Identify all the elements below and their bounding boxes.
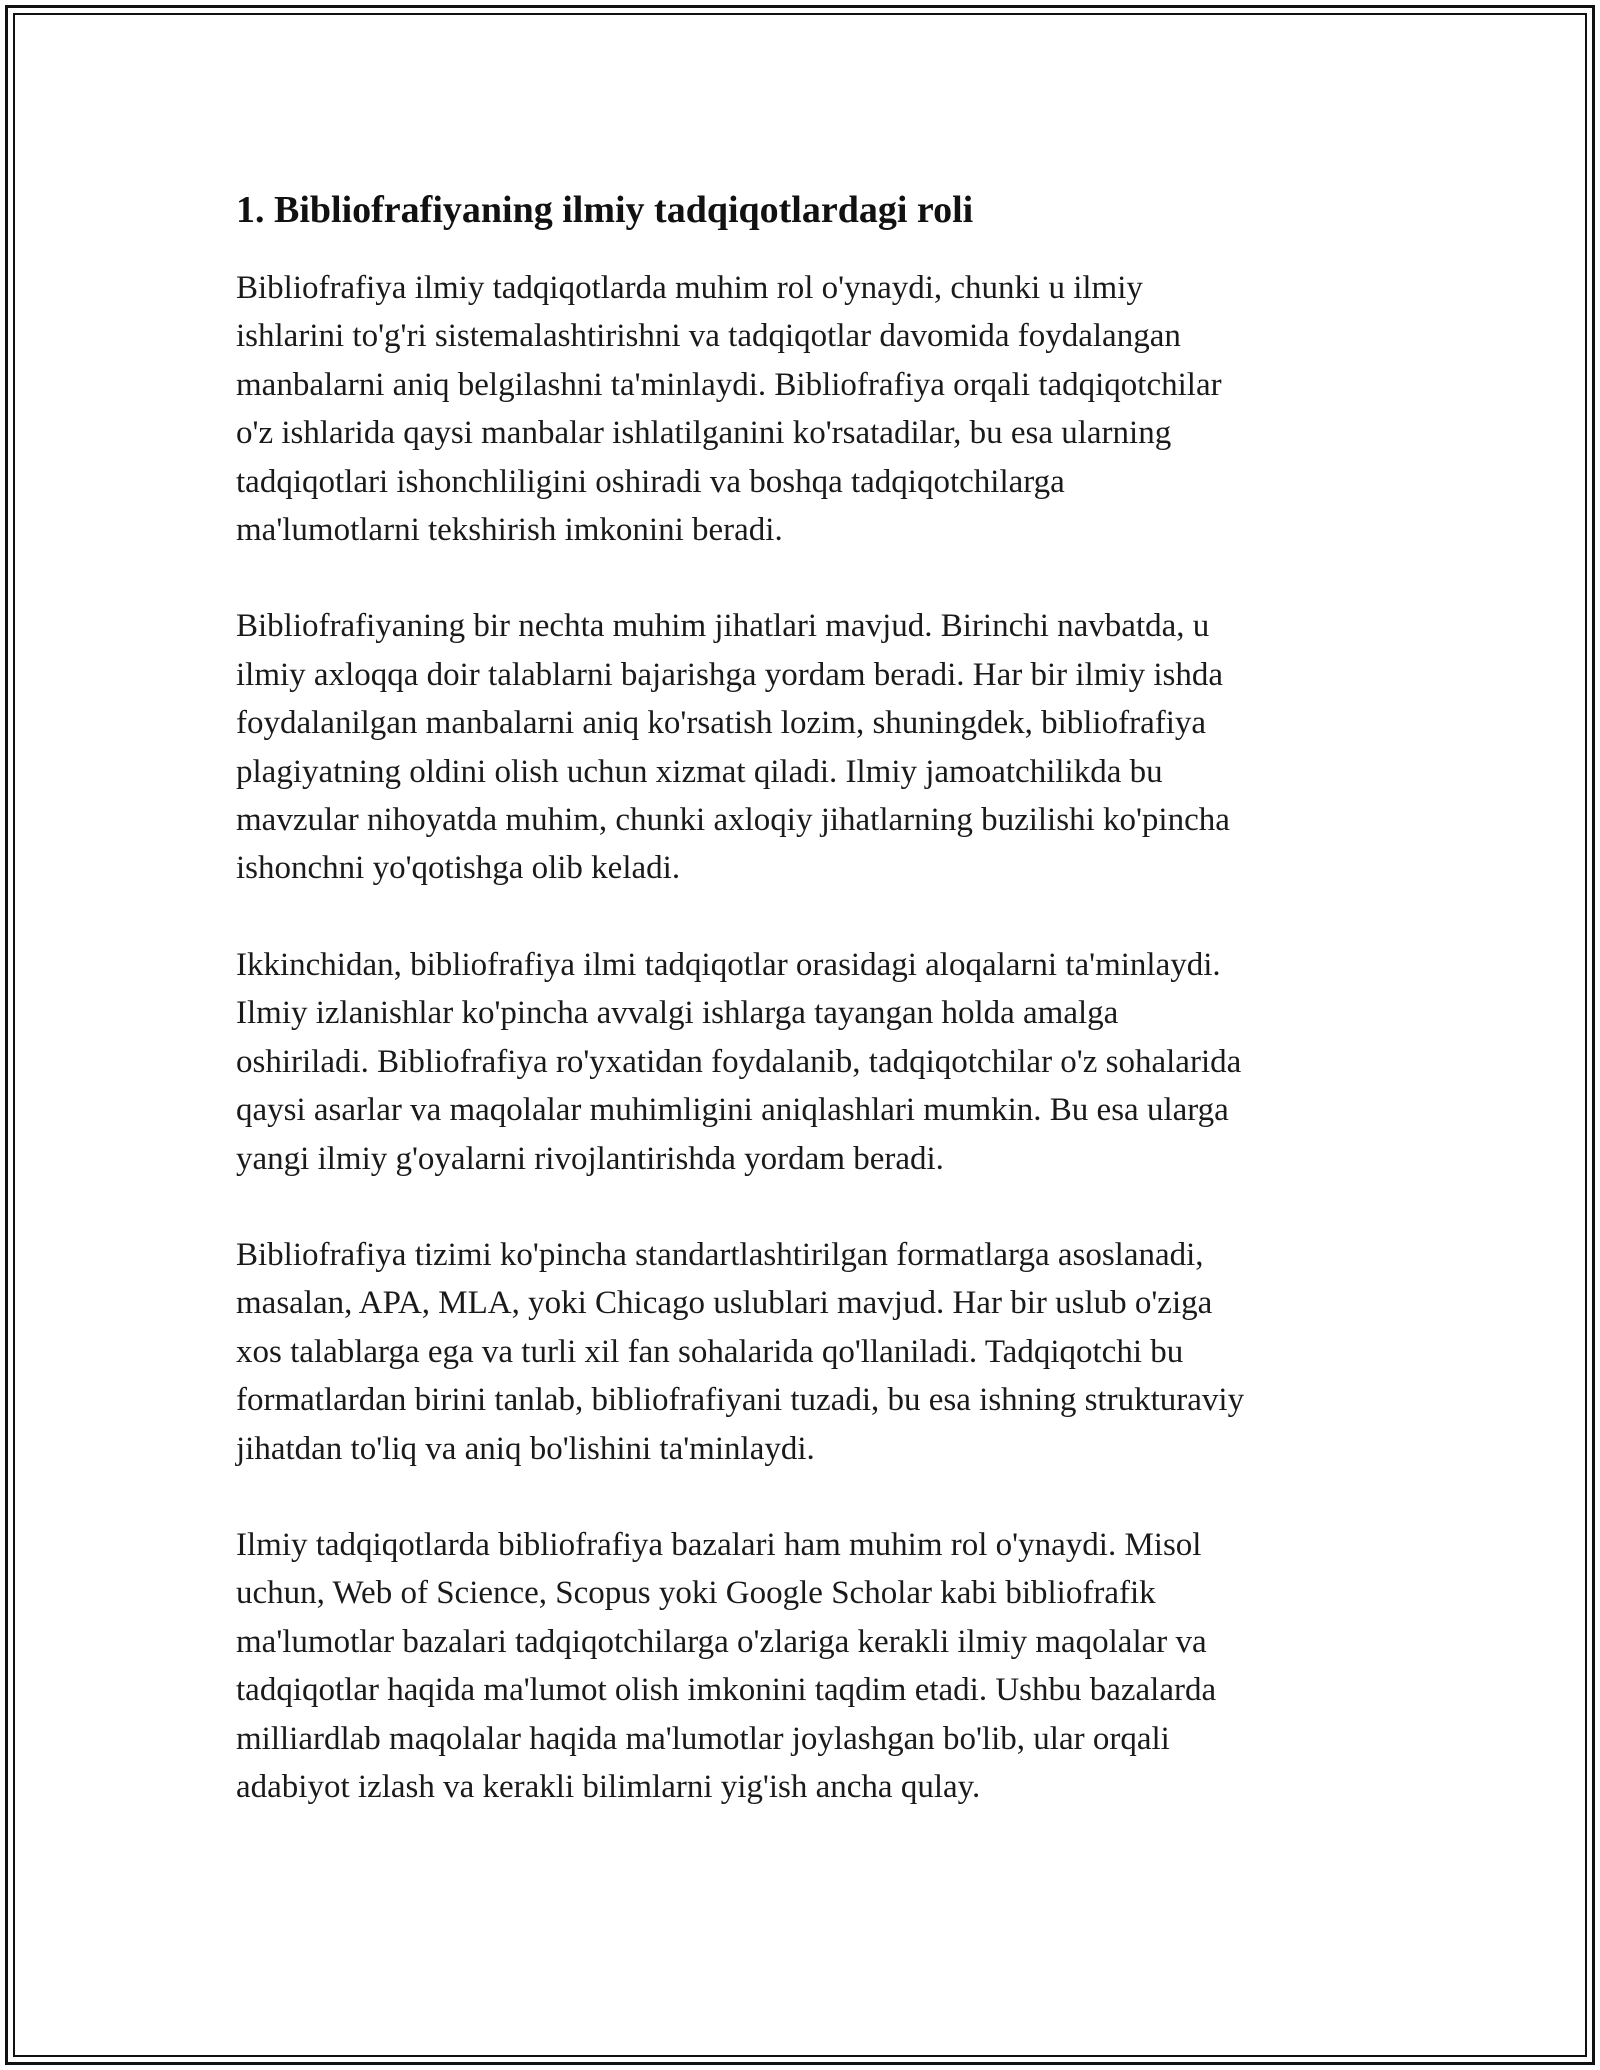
paragraph-5 [236, 1521, 1396, 1811]
paragraph-line: yangi ilmiy g'oyalarni rivojlantirishda yordam beradi. [236, 1140, 944, 1177]
paragraph-line: uchun, Web of Science, Scopus yoki Google Scholar kabi bibliofrafik [236, 1575, 1156, 1612]
paragraph-line: tadqiqotlar haqida ma'lumot olish imkonini taqdim etadi. Ushbu bazalarda [236, 1672, 1217, 1709]
paragraph-line: Bibliofrafiya ilmiy tadqiqotlarda muhim rol o'ynaydi, chunki u ilmiy [236, 270, 1143, 306]
paragraph-line: qaysi asarlar va maqolalar muhimligini aniqlashlari mumkin. Bu esa ularga [236, 1092, 1229, 1129]
paragraph-2 [236, 602, 1396, 892]
paragraph-line: ilmiy axloqqa doir talablarni bajarishga yordam beradi. Har bir ilmiy ishda [236, 656, 1223, 693]
paragraph-line: ma'lumotlar bazalari tadqiqotchilarga o'zlariga kerakli ilmiy maqolalar va [236, 1623, 1207, 1660]
paragraph-line: plagiyatning oldini olish uchun xizmat qiladi. Ilmiy jamoatchilikda bu [236, 753, 1163, 790]
paragraph-4 [236, 1231, 1396, 1473]
paragraph-line: ma'lumotlarni tekshirish imkonini beradi. [236, 512, 783, 549]
paragraph-line: milliardlab maqolalar haqida ma'lumotlar joylashgan bo'lib, ular orqali [236, 1720, 1170, 1757]
paragraph-line: manbalarni aniq belgilashni ta'minlaydi. Bibliofrafiya orqali tadqiqotchilar [236, 366, 1222, 403]
paragraph-line: formatlardan birini tanlab, bibliofrafiyani tuzadi, bu esa ishning strukturaviy [236, 1382, 1245, 1419]
paragraph-line: ishonchni yo'qotishga olib keladi. [236, 850, 681, 887]
paragraph-line: tadqiqotlari ishonchliligini oshiradi va boshqa tadqiqotchilarga [236, 463, 1065, 500]
paragraph-line: foydalanilgan manbalarni aniq ko'rsatish lozim, shuningdek, bibliofrafiya [236, 705, 1207, 742]
paragraph-1 [236, 264, 1396, 554]
paragraph-line: ishlarini to'g'ri sistemalashtirishni va tadqiqotlar davomida foydalangan [236, 318, 1181, 355]
paragraph-line: o'z ishlarida qaysi manbalar ishlatilganini ko'rsatadilar, bu esa ularning [236, 415, 1172, 452]
paragraph-line: Bibliofrafiyaning bir nechta muhim jihatlari mavjud. Birinchi navbatda, u [236, 608, 1210, 645]
paragraph-line: masalan, APA, MLA, yoki Chicago uslublari mavjud. Har bir uslub o'ziga [236, 1285, 1213, 1322]
document-body [236, 186, 1396, 1859]
paragraph-line: Bibliofrafiya tizimi ko'pincha standartlashtirilgan formatlarga asoslanadi, [236, 1236, 1204, 1273]
paragraph-line: Ilmiy tadqiqotlarda bibliofrafiya bazalari ham muhim rol o'ynaydi. Misol [236, 1526, 1202, 1563]
paragraph-line: adabiyot izlash va kerakli bilimlarni yig'ish ancha qulay. [236, 1768, 981, 1805]
paragraph-line: xos talablarga ega va turli xil fan sohalarida qo'llaniladi. Tadqiqotchi bu [236, 1333, 1184, 1370]
paragraph-3 [236, 941, 1396, 1183]
paragraph-line: Ikkinchidan, bibliofrafiya ilmi tadqiqotlar orasidagi aloqalarni ta'minlaydi. [236, 946, 1221, 983]
paragraph-line: jihatdan to'liq va aniq bo'lishini ta'minlaydi. [236, 1430, 815, 1467]
paragraph-line: mavzular nihoyatda muhim, chunki axloqiy jihatlarning buzilishi ko'pincha [236, 802, 1230, 839]
paragraph-line: oshiriladi. Bibliofrafiya ro'yxatidan foydalanib, tadqiqotchilar o'z sohalarida [236, 1043, 1242, 1080]
section-heading: 1. Bibliofrafiyaning ilmiy tadqiqotlardagi roli [236, 189, 974, 231]
paragraph-line: Ilmiy izlanishlar ko'pincha avvalgi ishlarga tayangan holda amalga [236, 995, 1119, 1032]
